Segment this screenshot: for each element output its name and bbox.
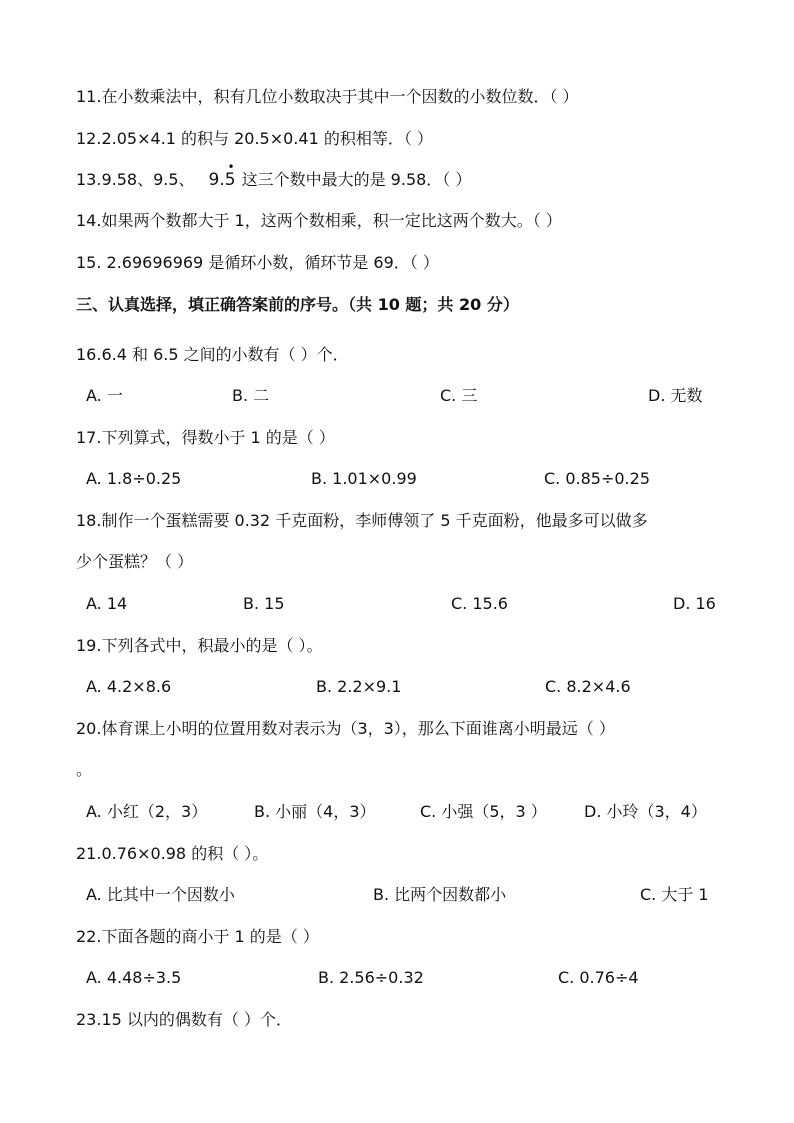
q17-option-a[interactable]: A. 1.8÷0.25 — [86, 469, 182, 488]
q20-option-a[interactable]: A. 小红（2，3） — [86, 802, 208, 821]
question-18: 18.制作一个蛋糕需要 0.32 千克面粉，李师傅领了 5 千克面粉，他最多可以做多 — [76, 511, 648, 530]
question-20: 20.体育课上小明的位置用数对表示为（3，3），那么下面谁离小明最远（ ） — [76, 719, 615, 738]
q19-option-b[interactable]: B. 2.2×9.1 — [316, 677, 402, 696]
q20-option-c[interactable]: C. 小强（5，3 ） — [420, 802, 547, 821]
question-13 — [76, 160, 472, 191]
q20-option-b[interactable]: B. 小丽（4，3） — [254, 802, 376, 821]
q20-option-d[interactable]: D. 小玲（3，4） — [584, 802, 707, 821]
q16-option-d[interactable]: D. 无数 — [648, 386, 703, 405]
q19-option-c[interactable]: C. 8.2×4.6 — [545, 677, 631, 696]
question-17: 17.下列算式，得数小于 1 的是（ ） — [76, 428, 335, 447]
question-19: 19.下列各式中，积最小的是（ ）。 — [76, 636, 323, 655]
q17-option-b[interactable]: B. 1.01×0.99 — [311, 469, 417, 488]
q18-option-b[interactable]: B. 15 — [243, 594, 285, 613]
q21-option-c[interactable]: C. 大于 1 — [640, 885, 709, 904]
q18-option-a[interactable]: A. 14 — [86, 594, 128, 613]
q19-option-a[interactable]: A. 4.2×8.6 — [86, 677, 172, 696]
question-15: 15. 2.69696969 是循环小数，循环节是 69．（ ） — [76, 253, 439, 272]
repeat-dot-icon: • — [227, 160, 235, 174]
q16-option-c[interactable]: C. 三 — [440, 386, 478, 405]
question-16: 16.6.4 和 6.5 之间的小数有（ ）个． — [76, 345, 349, 364]
question-23: 23.15 以内的偶数有（ ）个． — [76, 1010, 292, 1029]
q18-option-d[interactable]: D. 16 — [673, 594, 716, 613]
q18-option-c[interactable]: C. 15.6 — [451, 594, 508, 613]
question-18-cont: 少个蛋糕？（ ） — [76, 552, 194, 571]
q22-option-c[interactable]: C. 0.76÷4 — [558, 968, 639, 987]
question-21: 21.0.76×0.98 的积（ ）。 — [76, 844, 269, 863]
question-14: 14.如果两个数都大于 1，这两个数相乘，积一定比这两个数大。（ ） — [76, 211, 562, 230]
question-22: 22.下面各题的商小于 1 的是（ ） — [76, 927, 319, 946]
question-20-cont: 。 — [76, 760, 93, 779]
repeating-decimal-digit: 5 — [224, 170, 236, 190]
q22-option-b[interactable]: B. 2.56÷0.32 — [318, 968, 424, 987]
q16-option-b[interactable]: B. 二 — [232, 386, 270, 405]
q21-option-b[interactable]: B. 比两个因数都小 — [373, 885, 507, 904]
repeating-decimal-int: 9. — [208, 170, 225, 190]
section-3-title: 三、认真选择，填正确答案前的序号。（共 10 题；共 20 分） — [76, 295, 519, 314]
question-11: 11.在小数乘法中，积有几位小数取决于其中一个因数的小数位数．（ ） — [76, 87, 579, 106]
repeating-decimal — [208, 160, 236, 191]
question-13-prefix: 13.9.58、9.5、 — [76, 170, 195, 189]
question-12: 12.2.05×4.1 的积与 20.5×0.41 的积相等．（ ） — [76, 129, 433, 148]
q22-option-a[interactable]: A. 4.48÷3.5 — [86, 968, 182, 987]
q16-option-a[interactable]: A. 一 — [86, 386, 123, 405]
q21-option-a[interactable]: A. 比其中一个因数小 — [86, 885, 235, 904]
question-13-suffix: 这三个数中最大的是 9.58．（ ） — [241, 170, 472, 189]
q17-option-c[interactable]: C. 0.85÷0.25 — [544, 469, 650, 488]
